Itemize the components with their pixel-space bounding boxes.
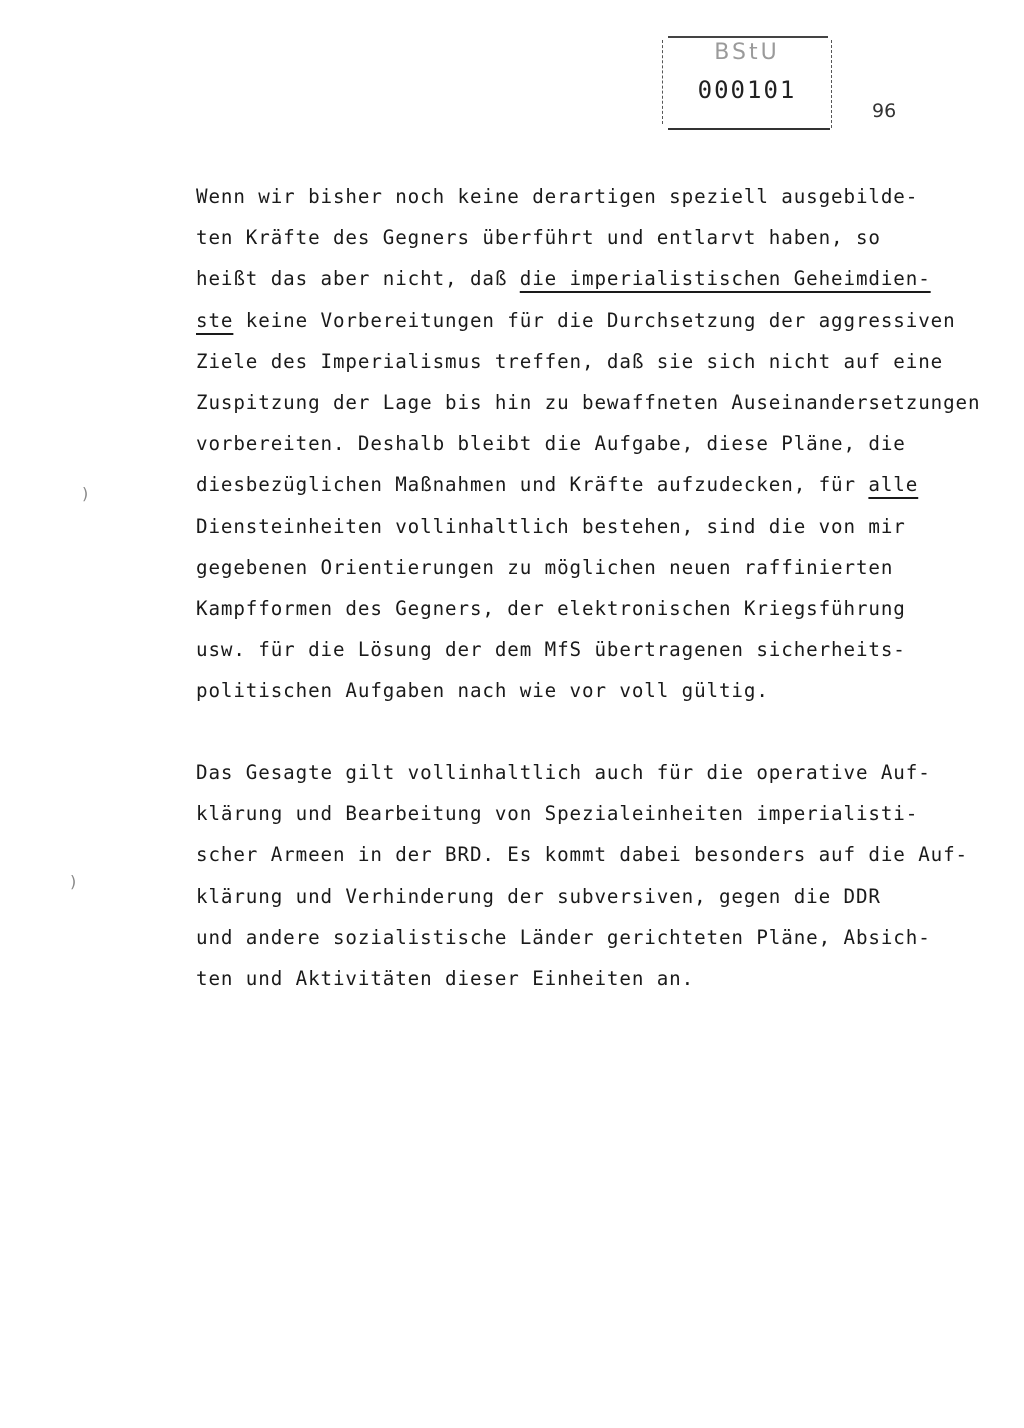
text-line: politischen Aufgaben nach wie vor voll gültig. [196, 679, 769, 703]
text-line: Wenn wir bisher noch keine derartigen speziell ausgebilde- [196, 185, 919, 208]
stamp-number: 000101 [697, 76, 797, 104]
text-line: Ziele des Imperialismus treffen, daß sie sich nicht auf eine [196, 349, 944, 373]
text-line: Das Gesagte gilt vollinhaltlich auch für die operative Auf- [196, 761, 931, 784]
archive-stamp [662, 36, 832, 130]
text-line: ten und Aktivitäten dieser Einheiten an. [196, 967, 695, 991]
underlined-text: ste [196, 308, 234, 332]
text-line: diesbezüglichen Maßnahmen und Kräfte aufzudecken, für alle [196, 473, 919, 497]
text-line: ten Kräfte des Gegners überführt und entlarvt haben, so [196, 226, 881, 250]
text-line: Kampfformen des Gegners, der elektronischen Kriegsführung [196, 597, 906, 621]
text-line: und andere sozialistische Länder gerichteten Pläne, Absich- [196, 925, 931, 949]
text-line: klärung und Verhinderung der subversiven, gegen die DDR [196, 884, 881, 908]
text-line: gegebenen Orientierungen zu möglichen neuen raffinierten [196, 555, 894, 579]
text-line: scher Armeen in der BRD. Es kommt dabei besonders auf die Auf- [196, 843, 969, 867]
paragraph-2 [196, 752, 996, 999]
text-line: Zuspitzung der Lage bis hin zu bewaffneten Auseinandersetzungen [196, 391, 981, 415]
paragraph-1 [196, 176, 996, 712]
text-line: Diensteinheiten vollinhaltlich bestehen, sind die von mir [196, 514, 906, 538]
punch-hole-mark: ) [70, 872, 77, 891]
underlined-text: alle [868, 473, 919, 497]
underlined-text: die imperialistischen Geheimdien- [519, 267, 931, 291]
text-line: klärung und Bearbeitung von Spezialeinheiten imperialisti- [196, 802, 919, 826]
text-line: usw. für die Lösung der dem MfS übertragenen sicherheits- [196, 638, 906, 662]
punch-hole-mark: ) [82, 484, 89, 503]
stamp-border-top [668, 36, 828, 38]
text-line: ste keine Vorbereitungen für die Durchsetzung der aggressiven [196, 308, 956, 332]
text-line: vorbereiten. Deshalb bleibt die Aufgabe, diese Pläne, die [196, 432, 906, 456]
text-line: heißt das aber nicht, daß die imperialistischen Geheimdien- [196, 267, 931, 291]
stamp-org: BStU [714, 40, 780, 65]
page-number: 96 [872, 100, 897, 122]
stamp-border-bottom [668, 128, 830, 130]
